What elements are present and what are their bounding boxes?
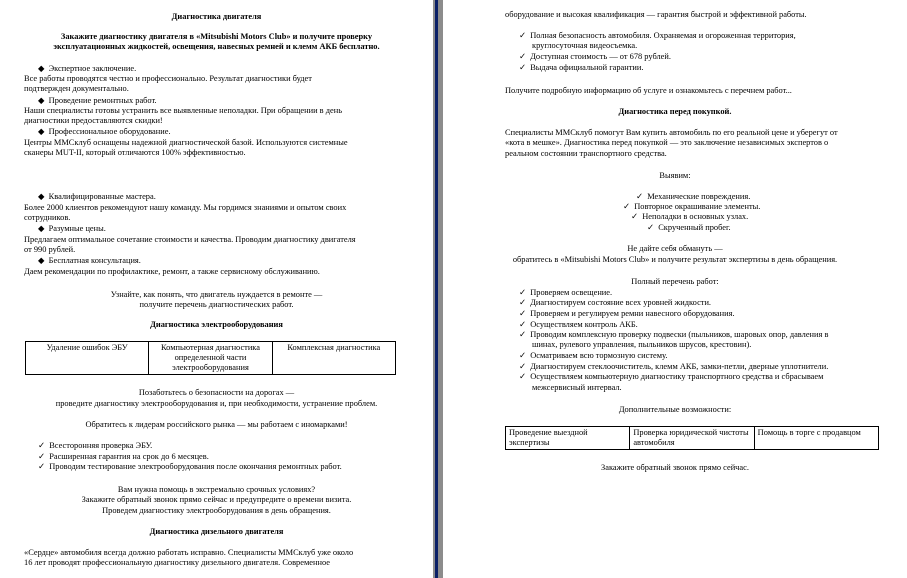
section-title-diesel: Диагностика дизельного двигателя <box>149 527 284 536</box>
feature-text: Более 2000 клиентов рекомендуют нашу команду. Мы гордимся знаниями и опытом своих <box>24 203 347 212</box>
diesel-text: 16 лет проводят профессиональную диагностику дизельного двигателя. Современное <box>24 558 330 567</box>
checkmark-icon: ✓ <box>519 309 527 318</box>
leaders-line: Обратитесь к лидерам российского рынка — мы работаем с иномарками! <box>85 420 348 429</box>
checkmark-icon: ✓ <box>519 351 527 360</box>
table-row <box>506 427 879 450</box>
list-item: ✓ Проводим комплексную проверку подвески (пыльников, шаровых опор, давления в <box>519 330 829 339</box>
help-line-2: Закажите обратный звонок прямо сейчас и предупредите о времени визита. <box>81 495 352 504</box>
page-edge-bar <box>435 0 438 578</box>
list-item: ✓ Механические повреждения. <box>636 192 751 201</box>
continued-text: оборудование и высокая квалификация — гарантия быстрой и эффективной работы. <box>505 10 807 19</box>
dont-line-1: Не дайте себя обмануть — <box>627 244 723 253</box>
section-title-prepurchase: Диагностика перед покупкой. <box>618 107 732 116</box>
table-cell: Помощь в торге с продавцом <box>754 427 878 450</box>
list-item-cont: шинах, рулевого управления, пыльников шрусов, крестовин). <box>532 340 752 349</box>
checkmark-icon: ✓ <box>519 52 527 61</box>
feature-text: диагностики предоставляются скидки! <box>24 116 163 125</box>
electro-table <box>25 341 396 375</box>
feature-text: от 990 рублей. <box>24 245 76 254</box>
full-list-label: Полный перечень работ: <box>631 277 719 286</box>
list-item: ✓ Осуществляем контроль АКБ. <box>519 320 638 329</box>
prepurchase-text: Специалисты ММСклуб помогут Вам купить автомобиль по его реальной цене и уберегут от <box>505 128 838 137</box>
feature-text: сотрудников. <box>24 213 71 222</box>
extra-label: Дополнительные возможности: <box>618 405 732 414</box>
checkmark-icon: ✓ <box>38 462 46 471</box>
section-title-electro: Диагностика электрооборудования <box>150 320 283 329</box>
page-title: Диагностика двигателя <box>171 12 262 21</box>
list-item: ✓ Осуществляем компьютерную диагностику транспортного средства и сбрасываем <box>519 372 824 381</box>
know-line-2: получите перечень диагностических работ. <box>139 300 294 309</box>
list-item: ✓ Скрученный пробег. <box>647 223 731 232</box>
help-line-1: Вам нужна помощь в экстремально срочных условиях? <box>117 485 316 494</box>
checkmark-icon: ✓ <box>636 192 644 201</box>
table-cell: Проведение выездной экспертизы <box>506 427 630 450</box>
list-item: ✓ Диагностируем стеклоочиститель, клемм АКБ, замки-петли, дверные уплотнители. <box>519 362 829 371</box>
checkmark-icon: ✓ <box>519 320 527 329</box>
diamond-bullet-icon: ◆ <box>38 192 45 201</box>
diamond-bullet-icon: ◆ <box>38 224 45 233</box>
cta-line[interactable]: Закажите обратный звонок прямо сейчас. <box>601 463 749 472</box>
checkmark-icon: ✓ <box>519 372 527 381</box>
checkmark-icon: ✓ <box>631 212 639 221</box>
info-line[interactable]: Получите подробную информацию об услуге и ознакомьтесь с перечнем работ... <box>505 86 792 95</box>
checkmark-icon: ✓ <box>519 330 527 339</box>
list-item: ✓ Проверяем освещение. <box>519 288 613 297</box>
feature-text: подтвержден документально. <box>24 84 129 93</box>
checkmark-icon: ✓ <box>38 441 46 450</box>
list-item: ✓ Осматриваем всю тормозную систему. <box>519 351 668 360</box>
prepurchase-text: «кота в мешке». Диагностика перед покупкой — это заключение независимых экспертов о <box>505 138 829 147</box>
list-item: ✓ Полная безопасность автомобиля. Охраняемая и огороженная территория, <box>519 31 796 40</box>
help-line-3: Проведем диагностику электрооборудования в день обращения. <box>102 506 331 515</box>
list-item-cont: межсервисный интервал. <box>532 383 622 392</box>
feature-heading: ◆ Разумные цены. <box>38 224 106 233</box>
document-page-left <box>0 0 433 578</box>
list-item: ✓ Расширенная гарантия на срок до 6 месяцев. <box>38 452 209 461</box>
feature-heading: ◆ Бесплатная консультация. <box>38 256 141 265</box>
list-item: ✓ Проводим тестирование электрооборудования после окончания ремонтных работ. <box>38 462 342 471</box>
diesel-text: «Сердце» автомобиля всегда должно работать исправно. Специалисты ММСклуб уже около <box>24 548 354 557</box>
list-item: ✓ Повторное окрашивание элементы. <box>623 202 761 211</box>
feature-heading: ◆ Профессиональное оборудование. <box>38 127 171 136</box>
promo-line-2: эксплуатационных жидкостей, освещения, навесных ремней и клемм АКБ бесплатно. <box>53 42 380 51</box>
feature-text: Наши специалисты готовы устранить все выявленные неполадки. При обращении в день <box>24 106 343 115</box>
table-cell: Комплексная диагностика <box>272 342 395 375</box>
diamond-bullet-icon: ◆ <box>38 256 45 265</box>
table-cell: Удаление ошибок ЭБУ <box>26 342 149 375</box>
list-item: ✓ Доступная стоимость — от 678 рублей. <box>519 52 671 61</box>
diamond-bullet-icon: ◆ <box>38 64 45 73</box>
safety-line-2: проведите диагностику электрооборудования и, при необходимости, устранение проблем. <box>55 399 378 408</box>
checkmark-icon: ✓ <box>519 31 527 40</box>
feature-text: Предлагаем оптимальное сочетание стоимости и качества. Проводим диагностику двигателя <box>24 235 356 244</box>
checkmark-icon: ✓ <box>519 362 527 371</box>
feature-text: Все работы проводятся честно и профессионально. Результат диагностики будет <box>24 74 312 83</box>
feature-heading: ◆ Проведение ремонтных работ. <box>38 96 157 105</box>
feature-text: Даем рекомендации по профилактике, ремонт, а также сервисному обслуживанию. <box>24 267 320 276</box>
feature-text: Центры ММСклуб оснащены надежной диагностической базой. Используются системные <box>24 138 348 147</box>
checkmark-icon: ✓ <box>647 223 655 232</box>
checkmark-icon: ✓ <box>623 202 631 211</box>
table-cell: Компьютерная диагностика определенной части электрооборудования <box>149 342 272 375</box>
checkmark-icon: ✓ <box>519 288 527 297</box>
extra-table <box>505 426 879 450</box>
list-item: ✓ Всесторонняя проверка ЭБУ. <box>38 441 153 450</box>
know-line-1: Узнайте, как понять, что двигатель нуждается в ремонте — <box>110 290 323 299</box>
table-row <box>26 342 396 375</box>
safety-line-1: Позаботьтесь о безопасности на дорогах — <box>138 388 295 397</box>
dont-line-2: обратитесь в «Mitsubishi Motors Club» и получите результат экспертизы в день обращения. <box>512 255 838 264</box>
feature-heading: ◆ Экспертное заключение. <box>38 64 137 73</box>
diamond-bullet-icon: ◆ <box>38 96 45 105</box>
list-item-cont: круглосуточная видеосъемка. <box>532 41 638 50</box>
table-cell: Проверка юридической чистоты автомобиля <box>630 427 754 450</box>
list-item: ✓ Проверяем и регулируем ремни навесного оборудования. <box>519 309 735 318</box>
promo-line-1: Закажите диагностику двигателя в «Mitsubishi Motors Club» и получите проверку <box>60 32 373 41</box>
checkmark-icon: ✓ <box>519 298 527 307</box>
prepurchase-text: реальном состоянии транспортного средства. <box>505 149 667 158</box>
list-item: ✓ Диагностируем состояние всех уровней жидкости. <box>519 298 712 307</box>
checkmark-icon: ✓ <box>38 452 46 461</box>
list-item: ✓ Выдача официальной гарантии. <box>519 63 644 72</box>
document-page-right <box>443 0 907 578</box>
checkmark-icon: ✓ <box>519 63 527 72</box>
feature-text: сканеры MUT-II, который отличаются 100% эффективностью. <box>24 148 246 157</box>
reveal-label: Выявим: <box>659 171 691 180</box>
diamond-bullet-icon: ◆ <box>38 127 45 136</box>
feature-heading: ◆ Квалифицированные мастера. <box>38 192 156 201</box>
list-item: ✓ Неполадки в основных узлах. <box>631 212 749 221</box>
